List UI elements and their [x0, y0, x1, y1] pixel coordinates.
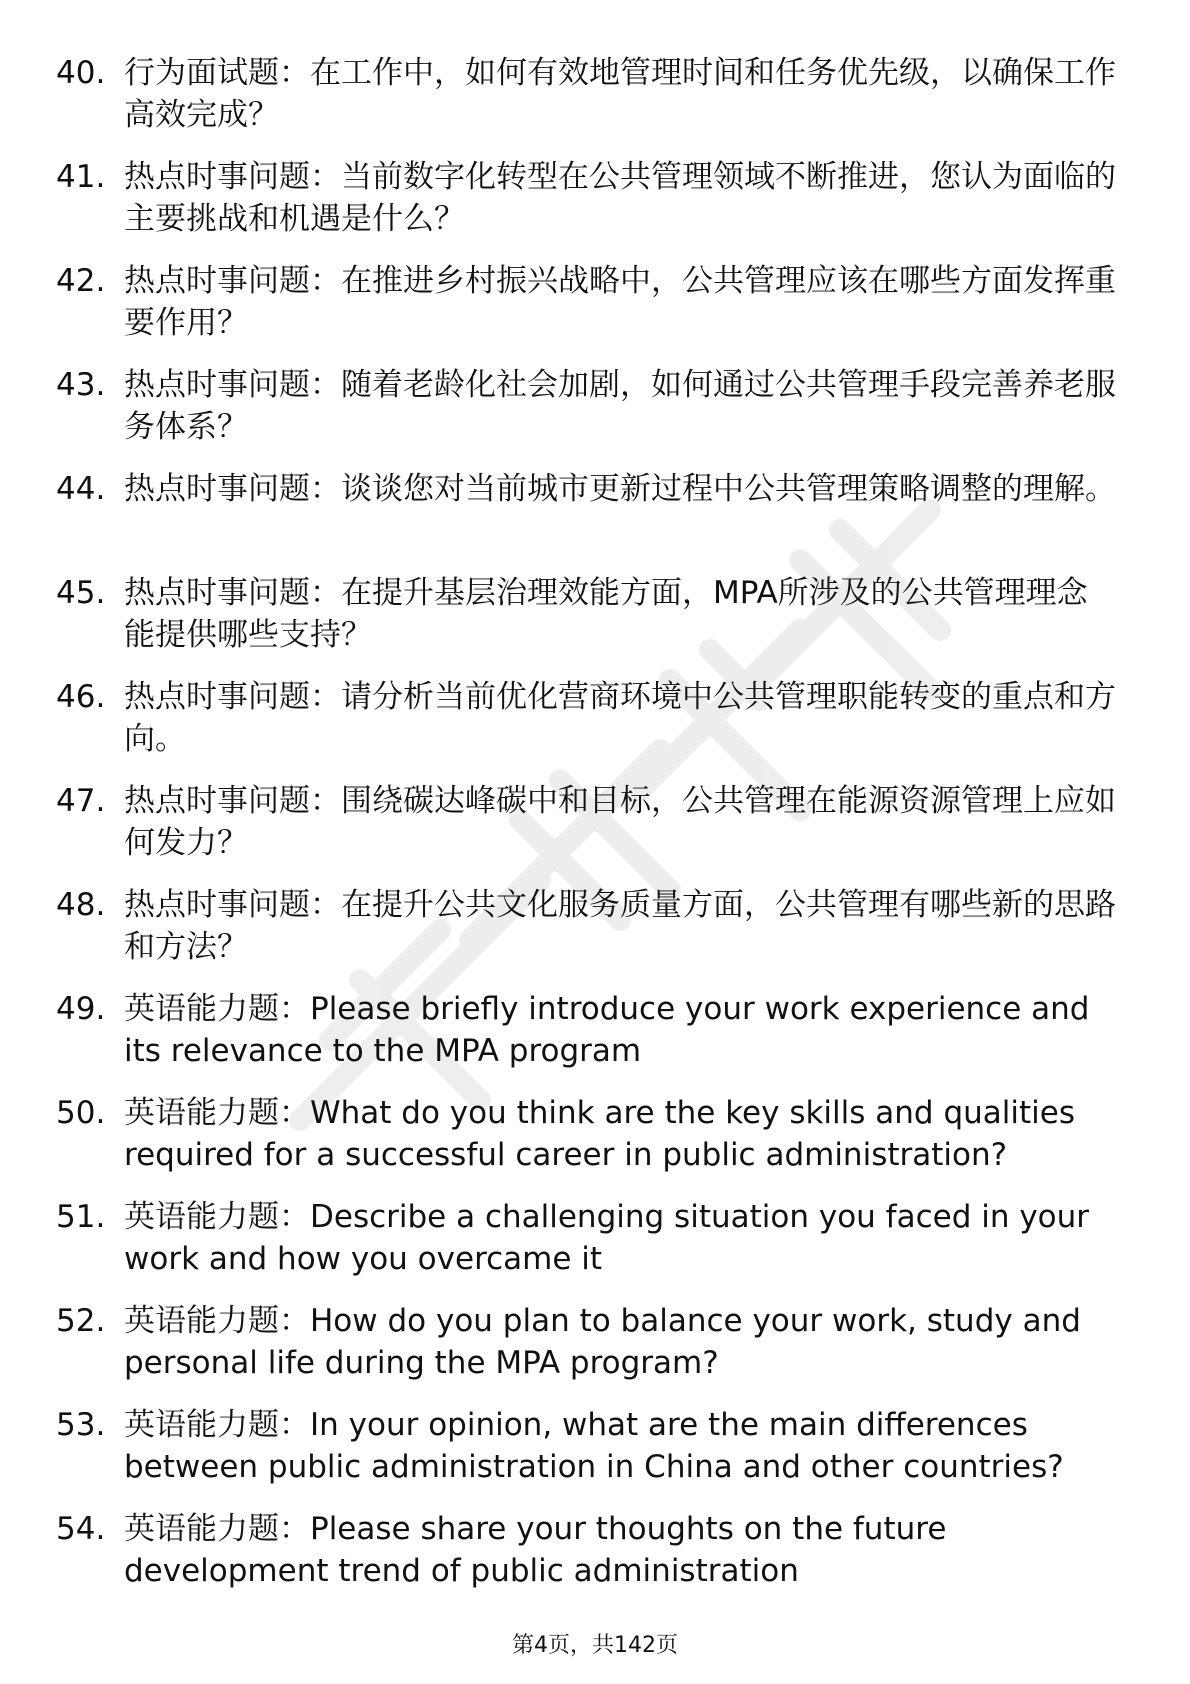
question-text: 热点时事问题：随着老龄化社会加剧，如何通过公共管理手段完善养老服务体系？ — [124, 367, 1116, 445]
list-item — [56, 572, 1116, 656]
question-text: 英语能力题：How do you plan to balance your work, study and personal life during the MPA program? — [124, 1303, 1081, 1381]
list-item — [56, 1508, 1116, 1592]
question-number: 48. — [56, 887, 106, 923]
question-number: 44. — [56, 471, 106, 507]
list-item — [56, 156, 1116, 240]
question-number: 40. — [56, 55, 106, 91]
question-number: 51. — [56, 1199, 106, 1235]
list-item — [56, 884, 1116, 968]
list-item — [56, 1300, 1116, 1384]
list-item — [56, 468, 1116, 552]
question-list — [56, 52, 1116, 1612]
question-text: 热点时事问题：围绕碳达峰碳中和目标，公共管理在能源资源管理上应如何发力？ — [124, 783, 1116, 861]
question-text: 热点时事问题：请分析当前优化营商环境中公共管理职能转变的重点和方向。 — [124, 679, 1116, 757]
list-item — [56, 1196, 1116, 1280]
question-text: 英语能力题：In your opinion, what are the main differences between public administration in China and other countries? — [124, 1407, 1064, 1485]
page-footer: 第4页，共142页 — [512, 1633, 678, 1658]
list-item — [56, 364, 1116, 448]
question-number: 41. — [56, 159, 106, 195]
question-number: 45. — [56, 575, 106, 611]
question-text: 英语能力题：Describe a challenging situation you faced in your work and how you overcame it — [124, 1199, 1090, 1277]
question-number: 43. — [56, 367, 106, 403]
question-number: 42. — [56, 263, 106, 299]
list-item — [56, 52, 1116, 136]
list-item — [56, 260, 1116, 344]
list-item — [56, 780, 1116, 864]
list-item — [56, 676, 1116, 760]
question-text: 热点时事问题：在提升基层治理效能方面，MPA所涉及的公共管理理念能提供哪些支持？ — [124, 575, 1088, 653]
list-item — [56, 1404, 1116, 1488]
question-text: 英语能力题：What do you think are the key skills and qualities required for a successful career in public administration? — [124, 1095, 1075, 1173]
question-text: 热点时事问题：谈谈您对当前城市更新过程中公共管理策略调整的理解。 — [124, 471, 1116, 507]
question-text: 英语能力题：Please briefly introduce your work experience and its relevance to the MPA program — [124, 991, 1090, 1069]
question-number: 52. — [56, 1303, 106, 1339]
question-text: 行为面试题：在工作中，如何有效地管理时间和任务优先级，以确保工作高效完成？ — [124, 55, 1116, 133]
question-number: 47. — [56, 783, 106, 819]
question-text: 英语能力题：Please share your thoughts on the future development trend of public administration — [124, 1511, 947, 1589]
question-text: 热点时事问题：在推进乡村振兴战略中，公共管理应该在哪些方面发挥重要作用？ — [124, 263, 1116, 341]
list-item — [56, 988, 1116, 1072]
question-text: 热点时事问题：当前数字化转型在公共管理领域不断推进，您认为面临的主要挑战和机遇是什么？ — [124, 159, 1116, 237]
list-item — [56, 1092, 1116, 1176]
question-number: 54. — [56, 1511, 106, 1547]
question-number: 53. — [56, 1407, 106, 1443]
question-text: 热点时事问题：在提升公共文化服务质量方面，公共管理有哪些新的思路和方法？ — [124, 887, 1116, 965]
question-number: 46. — [56, 679, 106, 715]
question-number: 50. — [56, 1095, 106, 1131]
question-number: 49. — [56, 991, 106, 1027]
